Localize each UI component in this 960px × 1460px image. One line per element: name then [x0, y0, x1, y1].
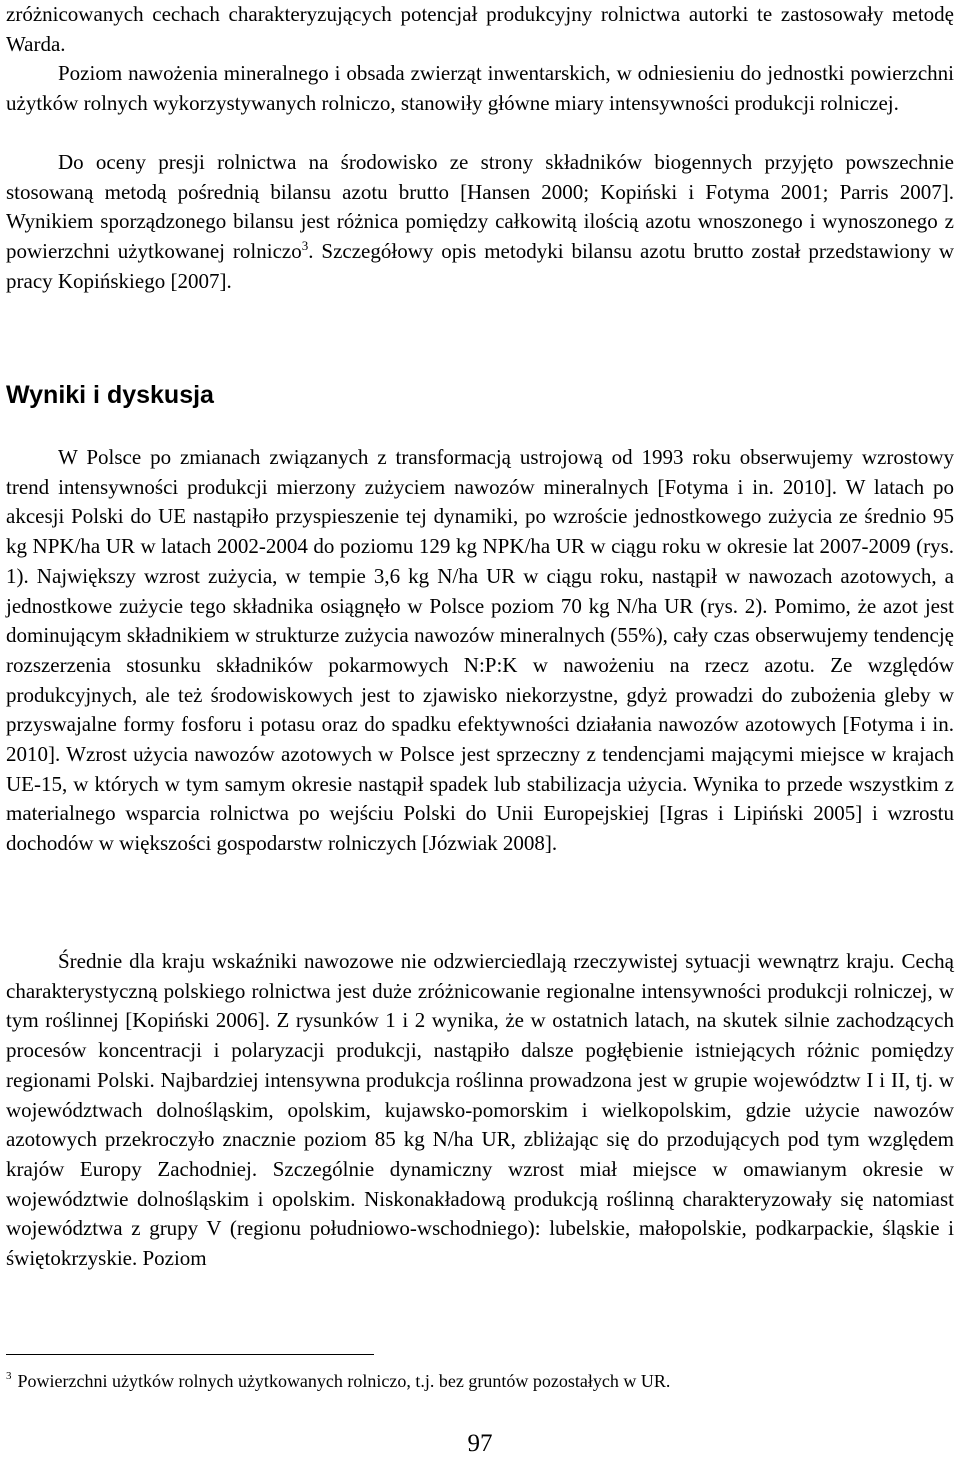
footnote-separator — [6, 1354, 374, 1355]
paragraph-fertilizer-trend: W Polsce po zmianach związanych z transformacją ustrojową od 1993 roku obserwujemy wzrostowy trend intensywności produkcji mierzony zużyciem nawozów mineralnych [Fotyma i in. 2010]. W latach po akcesji Polski do UE nastąpiło przyspieszenie tej dynamiki, po wzroście jednostkowego zużycia ze średnio 95 kg NPK/ha UR w latach 2002-2004 do poziomu 129 kg NPK/ha UR w ciągu roku w okresie lat 2007-2009 (rys. 1). Największy wzrost zużycia, w tempie 3,6 kg N/ha UR w ciągu roku, nastąpił w nawozach azotowych, a jednostkowe zużycie tego składnika osiągnęło w Polsce poziom 70 kg N/ha UR (rys. 2). Pomimo, że azot jest dominującym składnikiem w strukturze zużycia nawozów mineralnych (55%), cały czas obserwujemy tendencję rozszerzenia stosunku składników pokarmowych N:P:K w nawożeniu na rzecz azotu. Ze względów produkcyjnych, ale też środowiskowych jest to zjawisko niekorzystne, gdyż prowadzi do zubożenia gleby w przyswajalne formy fosforu i potasu oraz do spadku efektywności działania nawozów azotowych [Fotyma i in. 2010]. Wzrost użycia nawozów azotowych w Polsce jest sprzeczny z tendencjami mającymi miejsce w krajach UE-15, w których w tym samym okresie nastąpił spadek lub stabilizacja użycia. Wynika to przede wszystkim z materialnego wsparcia rolnictwa po wejściu Polski do Unii Europejskiej [Igras i Lipiński 2005] i wzrostu dochodów w większości gospodarstw rolniczych [Józwiak 2008]. — [6, 445, 954, 856]
paragraph-nitrogen-balance — [6, 148, 954, 297]
methodology-reference-text: Szczegółowy opis metodyki bilansu azotu brutto został przedstawiony w pracy Kopińskiego [2007]. — [6, 239, 954, 293]
footnote-reference: 3 — [301, 238, 309, 254]
sentence-end: . — [308, 239, 314, 264]
nitrogen-balance-text: Do oceny presji rolnictwa na środowisko ze strony składników biogennych przyjęto powszechnie stosowaną metodą pośrednią bilansu azotu brutto [Hansen 2000; Kopiński i Fotyma 2001; Parris 2007]. Wynikiem sporządzonego bilansu jest różnica pomiędzy całkowitą ilością azotu wnoszonego i wynoszonego z powierzchni użytkowanej rolniczo — [6, 150, 954, 264]
document-page — [6, 0, 954, 1460]
paragraph-intro-continuation: zróżnicowanych cechach charakteryzujących potencjał produkcyjny rolnictwa autorki te zastosowały metodę Warda. — [6, 2, 954, 56]
paragraph-fertilization-measures: Poziom nawożenia mineralnego i obsada zwierząt inwentarskich, w odniesieniu do jednostki powierzchni użytków rolnych wykorzystywanych rolniczo, stanowiły główne miary intensywności produkcji rolniczej. — [6, 61, 954, 115]
footnote-text: Powierzchni użytków rolnych użytkowanych rolniczo, t.j. bez gruntów pozostałych w UR. — [17, 1371, 671, 1391]
page-number: 97 — [467, 1430, 493, 1457]
paragraph-regional-differences: Średnie dla kraju wskaźniki nawozowe nie odzwierciedlają rzeczywistej sytuacji wewnątrz kraju. Cechą charakterystyczną polskiego rolnictwa jest duże zróżnicowanie regionalne intensywności produkcji rolniczej, w tym roślinnej [Kopiński 2006]. Z rysunków 1 i 2 wynika, że w ostatnich latach, na skutek silnie zachodzących procesów koncentracji i polaryzacji produkcji, nastąpiło dalsze pogłębienie istniejących różnic pomiędzy regionami Polski. Najbardziej intensywna produkcja roślinna prowadzona jest w grupie województw I i II, tj. w województwach dolnośląskim, opolskim, kujawsko-pomorskim i wielkopolskim, gdzie użycie nawozów azotowych przekroczyło znacznie poziom 85 kg N/ha UR, zbliżając się do przodujących pod tym względem krajów Europy Zachodniej. Szczególnie dynamiczny wzrost miał miejsce w omawianym okresie w województwie dolnośląskim i opolskim. Niskonakładową produkcją roślinną charakteryzowały się natomiast województwa z grupy V (regionu południowo-wschodniego): lubelskie, małopolskie, podkarpackie, śląskie i świętokrzyskie. Poziom — [6, 949, 954, 1271]
footnote-number: 3 — [6, 1370, 12, 1382]
section-heading: Wyniki i dyskusja — [6, 381, 214, 409]
footnote — [6, 1368, 954, 1394]
